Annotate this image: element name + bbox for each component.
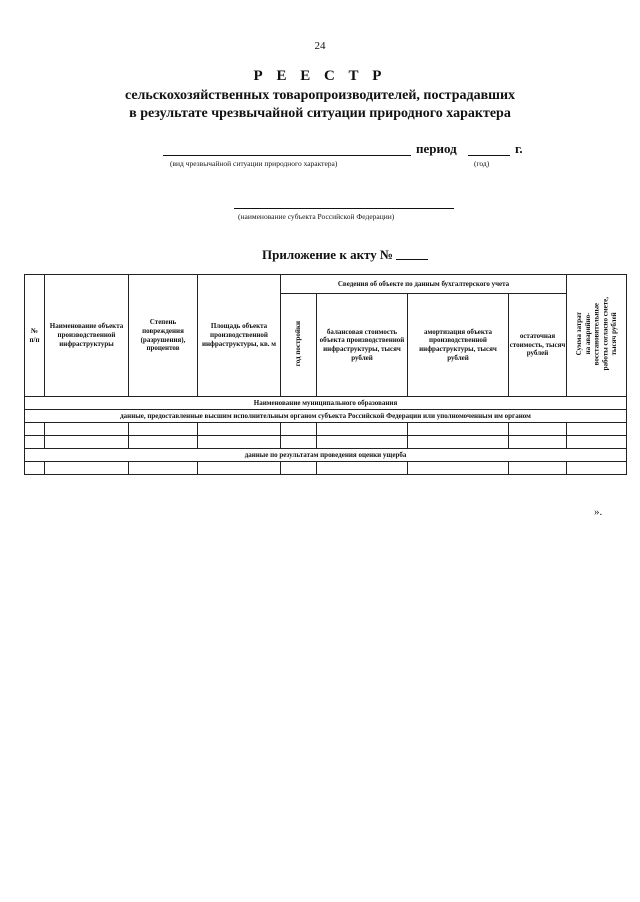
registry-table bbox=[24, 274, 627, 475]
header-accounting-group: Сведения об объекте по данным бухгалтерского учета bbox=[281, 275, 567, 294]
document-subtitle-line2: в результате чрезвычайной ситуации природного характера bbox=[129, 106, 511, 121]
subject-fill-line bbox=[234, 197, 454, 209]
year-suffix: г. bbox=[515, 141, 523, 156]
annex-label: Приложение к акту № bbox=[262, 247, 394, 262]
header-year-built: год постройки bbox=[281, 294, 317, 397]
page-number: 24 bbox=[314, 40, 326, 52]
header-book-value: балансовая стоимость объекта производственной инфраструктуры, тысяч рублей bbox=[317, 294, 408, 397]
header-damage-degree: Степень повреждения (разрушения), процентов bbox=[129, 275, 198, 397]
emergency-type-caption: (вид чрезвычайной ситуации природного характера) bbox=[170, 159, 338, 168]
table-row bbox=[25, 423, 627, 436]
header-restoration-costs: Сумма затрат на аварийно- восстановительные работы согласно смете, тысяч рублей bbox=[567, 275, 627, 397]
header-object-name: Наименование объекта производственной инфраструктуры bbox=[45, 275, 129, 397]
header-object-area: Площадь объекта производственной инфраструктуры, кв. м bbox=[198, 275, 281, 397]
table-row bbox=[25, 436, 627, 449]
header-depreciation: амортизация объекта производственной инфраструктуры, тысяч рублей bbox=[408, 294, 509, 397]
header-number: № п/п bbox=[25, 275, 45, 397]
section-municipality: Наименование муниципального образования bbox=[25, 397, 627, 410]
emergency-type-fill-line bbox=[163, 142, 411, 156]
annex-number-fill-line bbox=[396, 259, 428, 260]
document-subtitle-line1: сельскохозяйственных товаропроизводителей, пострадавших bbox=[124, 88, 516, 103]
section-damage-assessment: данные по результатам проведения оценки ущерба bbox=[25, 449, 627, 462]
year-fill-line bbox=[468, 142, 510, 156]
table-row bbox=[25, 462, 627, 475]
section-executive-data: данные, предоставленные высшим исполнительным органом субъекта Российской Федерации или уполномоченным им органом bbox=[25, 410, 627, 423]
year-caption: (год) bbox=[474, 159, 490, 168]
subject-caption: (наименование субъекта Российской Федерации) bbox=[238, 212, 395, 221]
document-title: Р Е Е С Т Р bbox=[253, 68, 387, 84]
closing-quote-mark: ». bbox=[594, 506, 603, 518]
period-label: период bbox=[416, 141, 457, 156]
header-residual-value: остаточная стоимость, тысяч рублей bbox=[509, 294, 567, 397]
